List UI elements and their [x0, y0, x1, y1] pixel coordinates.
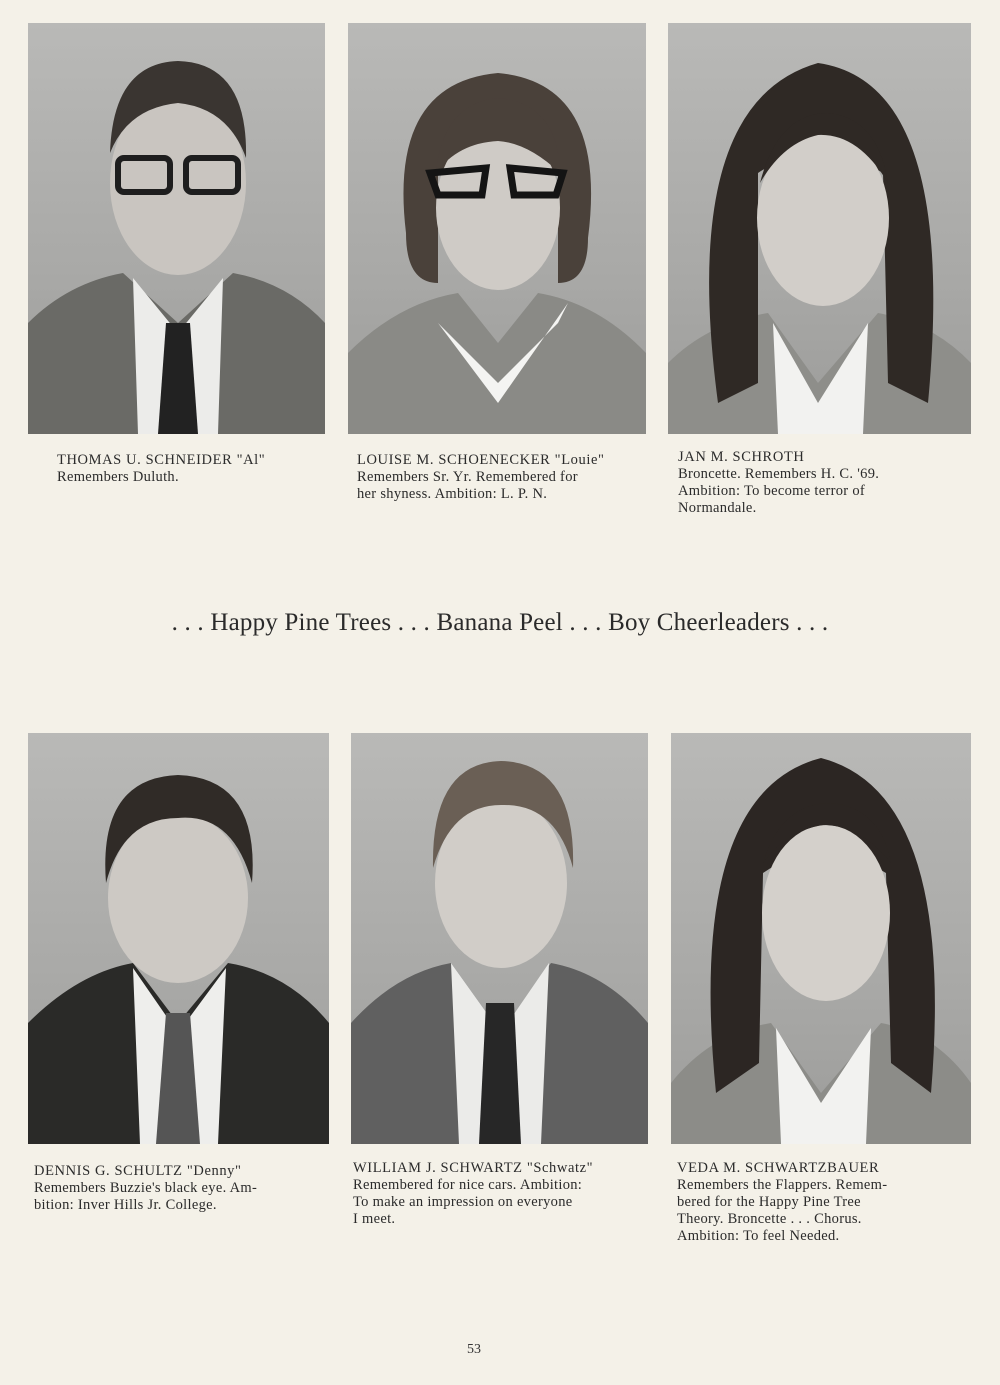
student-name: LOUISE M. SCHOENECKER "Louie" [357, 452, 605, 468]
portrait-jan-schroth [668, 23, 971, 434]
student-name: THOMAS U. SCHNEIDER "Al" [57, 452, 266, 468]
student-description: Remembers the Flappers. Remem- bered for the Happy Pine Tree Theory. Broncette . . . Chorus. Ambition: To feel Needed. [677, 1177, 888, 1244]
student-description: Remembers Buzzie's black eye. Am- bition: Inver Hills Jr. College. [34, 1180, 258, 1213]
portrait-william-schwartz [351, 733, 648, 1144]
caption-dennis-schultz [34, 1163, 334, 1214]
page-number: 53 [467, 1342, 481, 1357]
caption-thomas-schneider [57, 452, 327, 486]
student-name: VEDA M. SCHWARTZBAUER [677, 1160, 880, 1176]
portrait-veda-schwartzbauer [671, 733, 971, 1144]
student-name: WILLIAM J. SCHWARTZ "Schwatz" [353, 1160, 594, 1176]
caption-veda-schwartzbauer [677, 1160, 977, 1245]
caption-louise-schoenecker [357, 452, 657, 503]
student-description: Broncette. Remembers H. C. '69. Ambition: To become terror of Normandale. [678, 466, 880, 516]
caption-william-schwartz [353, 1160, 663, 1228]
caption-jan-schroth [678, 449, 978, 517]
student-description: Remembers Sr. Yr. Remembered for her shyness. Ambition: L. P. N. [357, 469, 578, 502]
portrait-dennis-schultz [28, 733, 329, 1144]
page-tagline: . . . Happy Pine Trees . . . Banana Peel . . . Boy Cheerleaders . . . [171, 609, 829, 636]
student-name: JAN M. SCHROTH [678, 449, 805, 465]
student-name: DENNIS G. SCHULTZ "Denny" [34, 1163, 242, 1179]
student-description: Remembers Duluth. [57, 469, 179, 485]
portrait-louise-schoenecker [348, 23, 646, 434]
portrait-thomas-schneider [28, 23, 325, 434]
student-description: Remembered for nice cars. Ambition: To make an impression on everyone I meet. [353, 1177, 583, 1227]
